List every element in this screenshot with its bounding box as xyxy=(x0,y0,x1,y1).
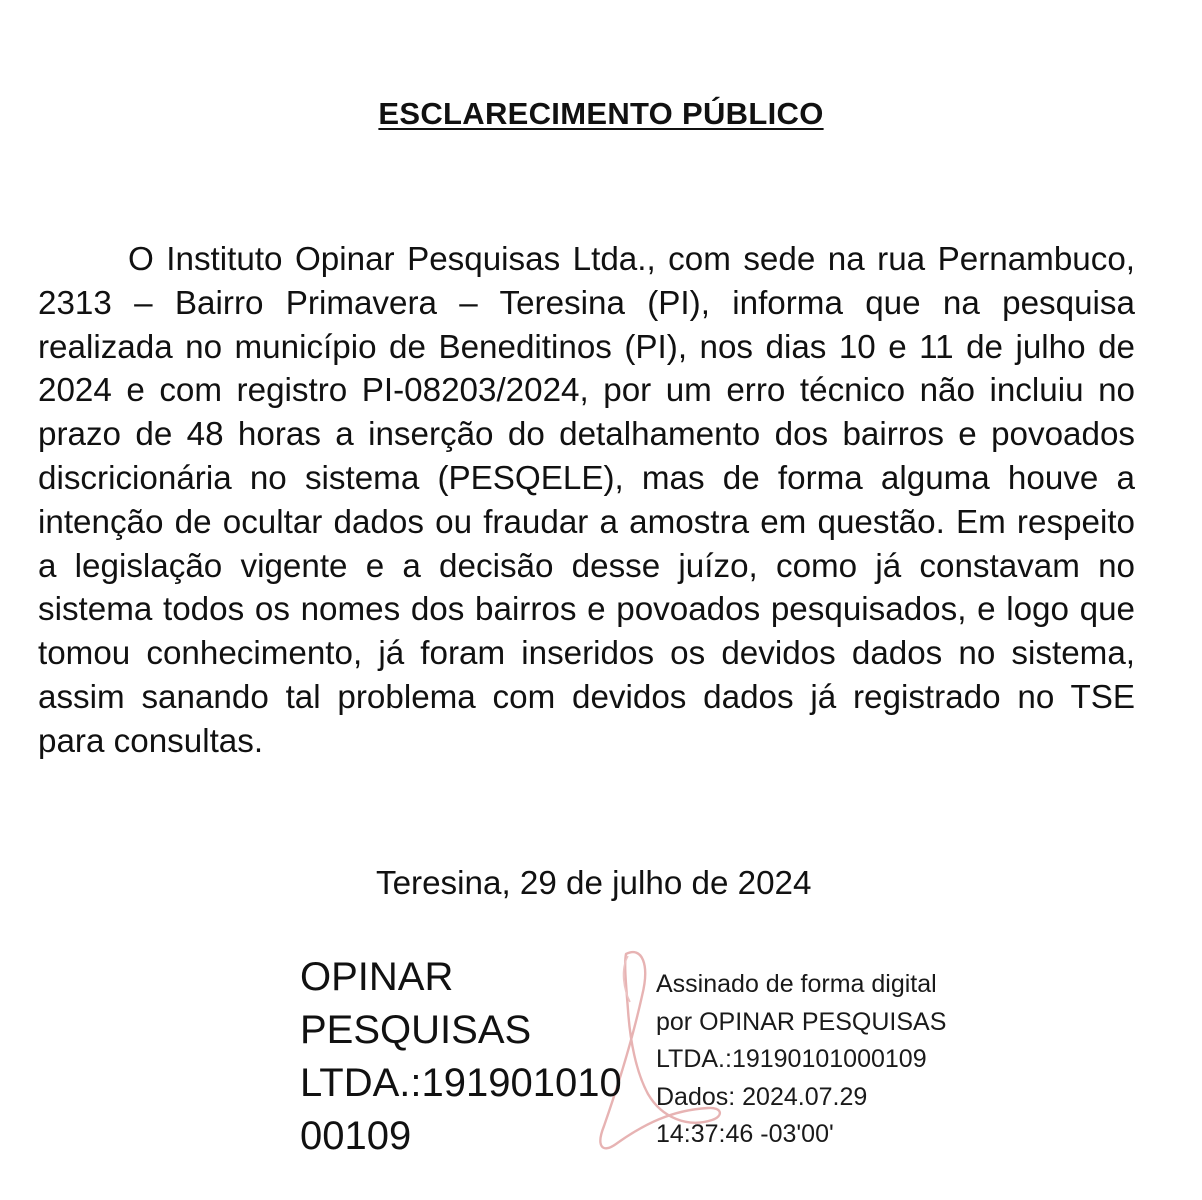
signature-detail-line: por OPINAR PESQUISAS xyxy=(656,1007,947,1036)
signer-line: 00109 xyxy=(300,1114,412,1158)
signer-line: LTDA.:191901010 xyxy=(300,1061,622,1105)
signer-line: OPINAR xyxy=(300,955,454,999)
signature-detail-line: LTDA.:19190101000109 xyxy=(656,1045,927,1073)
date-line: Teresina, 29 de julho de 2024 xyxy=(376,865,812,902)
signature-detail-line: Assinado de forma digital xyxy=(656,970,937,998)
document-title-text: ESCLARECIMENTO PÚBLICO xyxy=(378,96,824,131)
signer-name xyxy=(300,951,622,1163)
document-body: O Instituto Opinar Pesquisas Ltda., com sede na rua Pernambuco, 2313 – Bairro Primavera – Teresina (PI), informa que na pesquisa realizada no município de Beneditinos (PI), nos dias 10 e 11 de julho de 2024 e com registro PI-08203/2024, por um erro técnico não incluiu no prazo de 48 horas a inserção do detalhamento dos bairros e povoados discricionária no sistema (PESQELE), mas de forma alguma houve a intenção de ocultar dados ou fraudar a amostra em questão. Em respeito a legislação vigente e a decisão desse juízo, como já constavam no sistema todos os nomes dos bairros e povoados pesquisados, e logo que tomou conhecimento, já foram inseridos os devidos dados no sistema, assim sanando tal problema com devidos dados já registrado no TSE para consultas. xyxy=(38,241,1135,760)
document-title xyxy=(0,96,1202,132)
signature-detail-line: Dados: 2024.07.29 xyxy=(656,1082,868,1111)
signature-detail-line: 14:37:46 -03'00' xyxy=(656,1120,834,1148)
signature-details xyxy=(656,966,946,1154)
signer-line: PESQUISAS xyxy=(300,1008,532,1052)
